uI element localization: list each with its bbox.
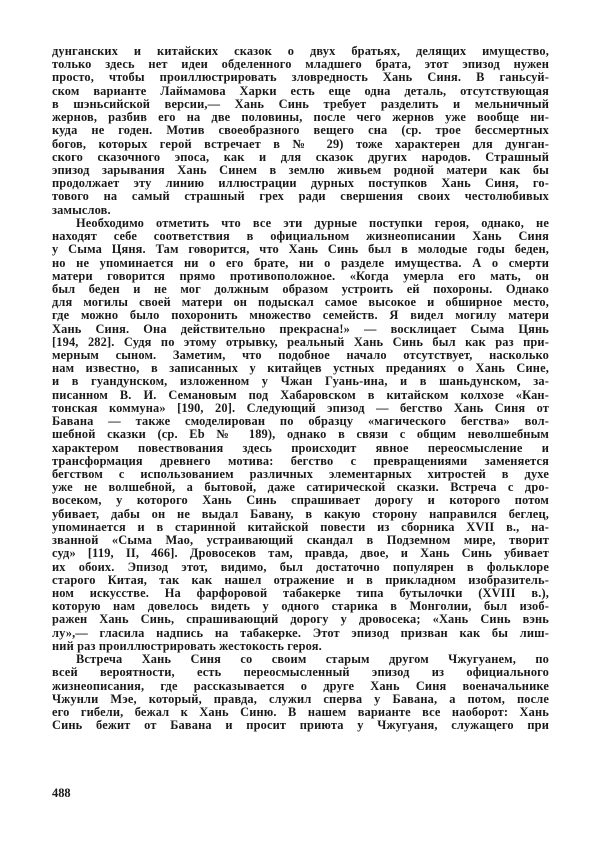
- text-line: Необходимо отметить что все эти дурные поступки героя, однако, не: [76, 215, 549, 230]
- text-line: Бавана — также смоделирован по образцу «магического бегства» вол-: [52, 414, 549, 429]
- paragraph: [52, 653, 549, 732]
- text-line: продолжает эту линию иллюстрации дурных поступков Хань Синя, го-: [52, 176, 549, 191]
- text-line: просто, чтобы проиллюстрировать зловредность Хань Синя. В ганьсуй-: [52, 70, 549, 85]
- text-line: жизнеописания, где рассказывается о друге Хань Синя военачальнике: [52, 678, 549, 693]
- text-line: нам известно, в записанных у китайцев устных преданиях о Хань Сине,: [52, 361, 549, 376]
- text-line: их обоих. Эпизод этот, видимо, был достаточно популярен в фольклоре: [52, 559, 549, 574]
- text-line: для могилы своей матери он подыскал самое высокое и обширное место,: [52, 295, 549, 310]
- text-line: эпизод зарывания Хань Синем в землю живьем родной матери как бы: [52, 162, 549, 177]
- text-line: богов, которых герой встречает в № 29) тоже характерен для дунган-: [52, 136, 549, 151]
- text-line: ном искусстве. На фарфоровой табакерке типа бутылочки (XVIII в.),: [52, 585, 549, 600]
- text-line: его гибели, бежал к Хань Синю. В нашем варианте все наоборот: Хань: [52, 704, 549, 719]
- text-line: матери говорится прямо противоположное. «Когда умерла его мать, он: [52, 268, 549, 283]
- text-line: только здесь нет идеи обделенного младшего брата, этот эпизод нужен: [52, 57, 549, 72]
- text-line: тового на самый страшный грех ради свершения своих честолюбивых: [52, 189, 549, 204]
- text-line: жернов, разбив его на две половины, после чего жернов уже вообще ни-: [52, 110, 549, 125]
- text-line: ражен Хань Синь, спрашивающий дорогу у дровосека; «Хань Синь вэнь: [52, 612, 549, 627]
- text-line: был беден и не мог должным образом устроить ей похороны. Однако: [52, 281, 549, 296]
- text-line: Встреча Хань Синя со своим старым другом Чжугуанем, по: [76, 652, 549, 667]
- text-line: восеком, у которого Хань Синь спрашивает дорогу и которого потом: [52, 493, 549, 508]
- text-line: мерным сыном. Заметим, что подобное начало отсутствует, насколько: [52, 348, 549, 363]
- page-number: 488: [52, 786, 71, 800]
- text-line: старого Китая, так как нашел отражение и в прикладном изобразитель-: [52, 572, 549, 587]
- text-line: которую нам довелось видеть у одного старика в Монголии, был изоб-: [52, 599, 549, 614]
- text-line: лу»,— гласила надпись на табакерке. Этот эпизод призван как бы лиш-: [52, 625, 549, 640]
- text-line: дунганских и китайских сказок о двух братьях, делящих имущество,: [52, 44, 549, 58]
- text-line: у Сыма Цяня. Там говорится, что Хань Синь был в молодые годы беден,: [52, 242, 549, 257]
- text-line: характером повествования здесь происходит явное переосмысление и: [52, 440, 549, 455]
- text-line: всей вероятности, есть переосмысленный эпизод из официального: [52, 665, 549, 680]
- text-line: Хань Синя. Она действительно прекрасна!» — восклицает Сыма Цянь: [52, 321, 549, 336]
- text-line: замыслов.: [52, 202, 111, 217]
- text-line: Синь бежит от Бавана и просит приюта у Чжугуаня, служащего при: [52, 718, 549, 733]
- text-line: в шэньсийской версии,— Хань Синь требует разделить и мельничный: [52, 96, 549, 111]
- text-line: писанном В. И. Семановым под Хабаровском в китайском колхозе «Кан-: [52, 387, 549, 402]
- text-line: трансформация древнего мотива: бегство с превращениями заменяется: [52, 453, 549, 468]
- text-line: где можно было похоронить множество семейств. Я видел могилу матери: [52, 308, 549, 323]
- text-line: ском варианте Лаймамова Харки есть еще одна деталь, отсутствующая: [52, 83, 549, 98]
- text-line: куда не годен. Мотив своеобразного вещего сна (ср. трое бессмертных: [52, 123, 549, 138]
- text-line: уже не волшебной, а бытовой, даже сатирической сказки. Встреча с дро-: [52, 480, 549, 495]
- text-line: и в гуандунском, изложенном у Чжан Гуань-ина, и в шаньдунском, за-: [52, 374, 549, 389]
- text-line: находят себе соответствия в официальном жизнеописании Хань Синя: [52, 229, 549, 244]
- text-line: упоминается и в старинной китайской повести из сборника XVII в., на-: [52, 519, 549, 534]
- paragraph: [52, 45, 549, 217]
- text-line: ний раз проиллюстрировать жестокость героя.: [52, 638, 322, 653]
- text-line: суд» [119, II, 466]. Дровосеков там, правда, двое, и Хань Синь убивает: [52, 546, 549, 561]
- text-line: [194, 282]. Судя по этому отрывку, реальный Хань Синь был как раз при-: [52, 334, 549, 349]
- text-line: ского сказочного эпоса, как и для сказок других народов. Страшный: [52, 149, 549, 164]
- paragraph: [52, 217, 549, 653]
- text-line: званной «Сыма Мао, устраивающий скандал в Подземном мире, творит: [52, 533, 549, 548]
- text-line: Чжунли Мэе, который, правда, служил сперва у Бавана, а потом, после: [52, 691, 549, 706]
- text-line: убивает, дабы он не выдал Бавану, в какую сторону направился беглец,: [52, 506, 549, 521]
- text-line: но не упоминается ни о его брате, ни о разделе имущества. А о смерти: [52, 255, 549, 270]
- text-line: шебной сказки (ср. Eb № 189), однако в связи с общим неволшебным: [52, 427, 549, 442]
- document-page-body: [52, 45, 549, 732]
- text-line: бегством с использованием различных элементарных хитростей в духе: [52, 467, 549, 481]
- text-line: тонская коммуна» [190, 20]. Следующий эпизод — бегство Хань Синя от: [52, 400, 549, 415]
